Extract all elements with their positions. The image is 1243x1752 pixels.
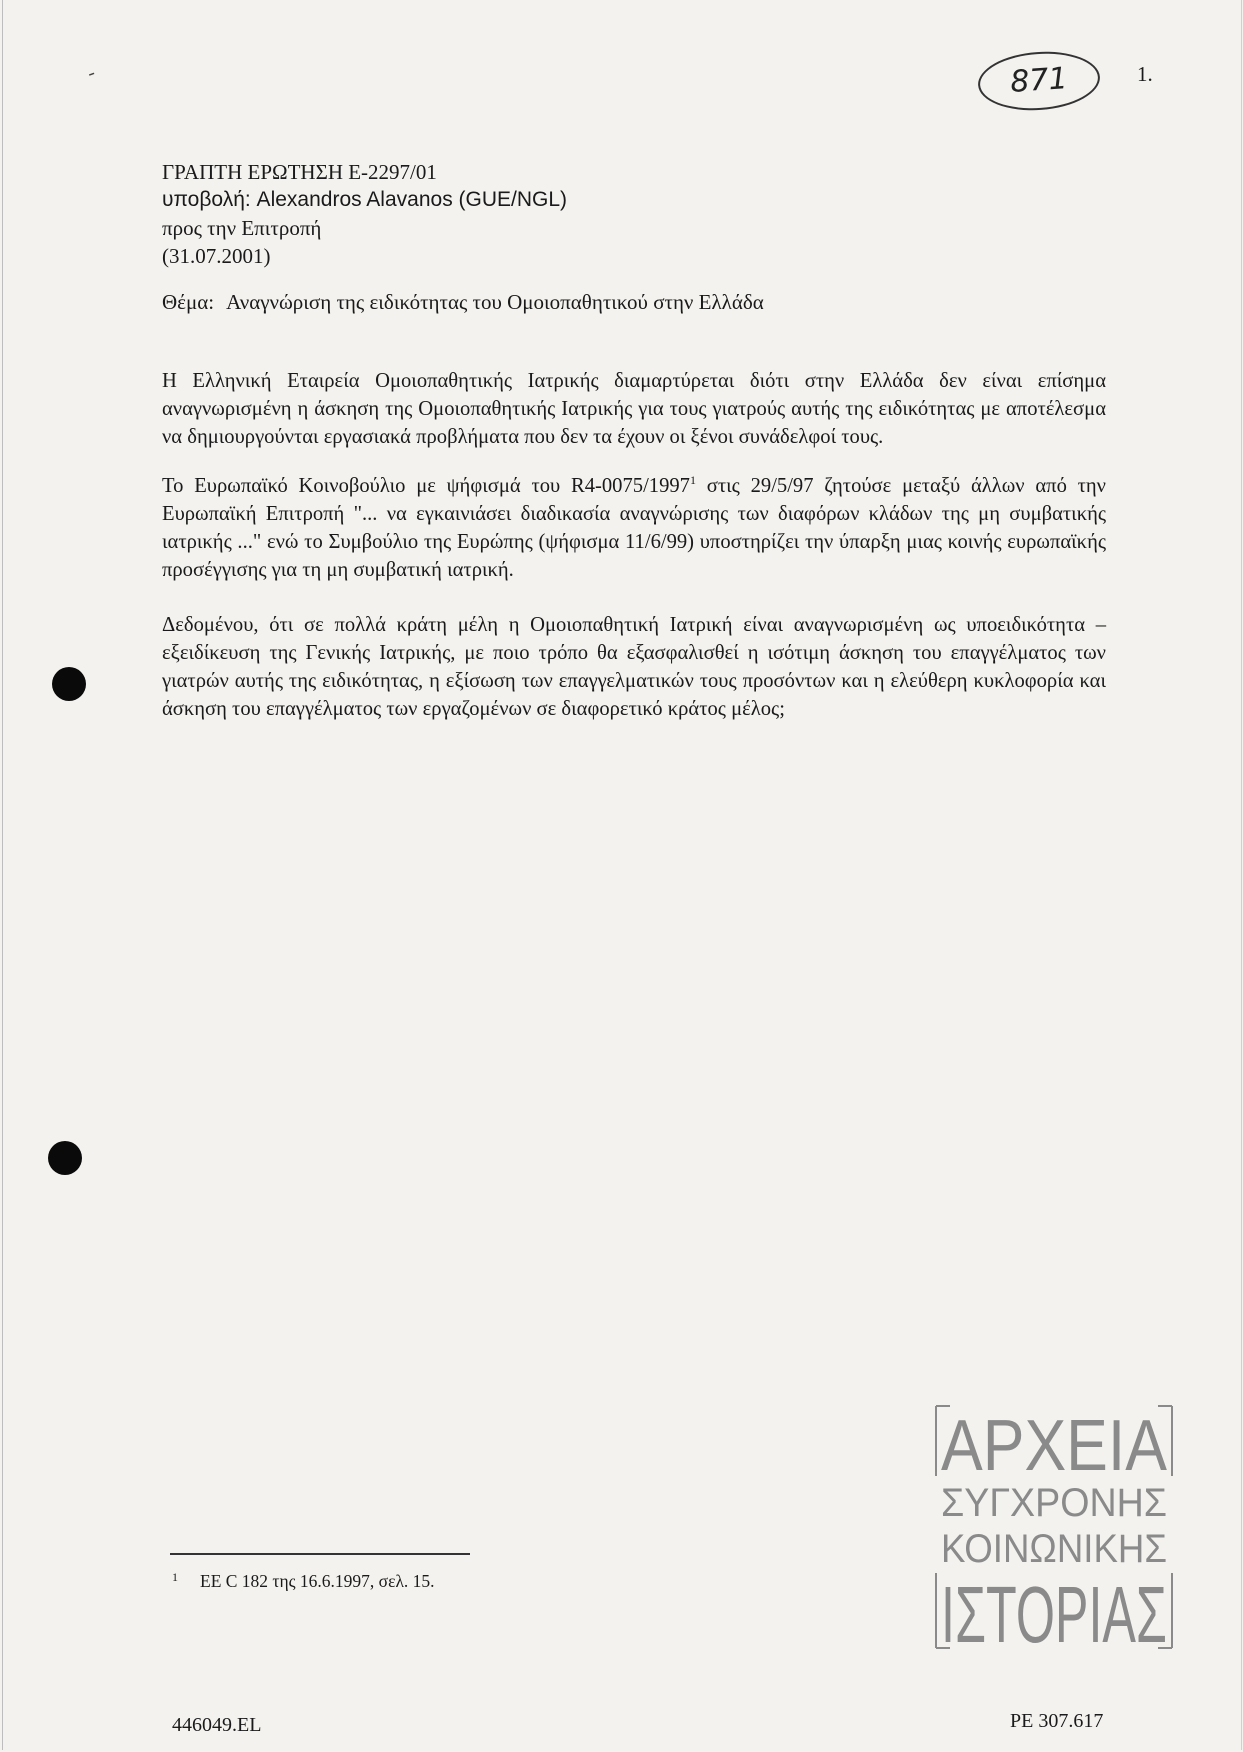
submitted-by: υποβολή: Alexandros Alavanos (GUE/NGL) (162, 188, 568, 211)
logo-line-2: ΣΥΓΧΡΟΝΗΣ (941, 1481, 1167, 1525)
logo-line-4: ΙΣΤΟΡΙΑΣ (941, 1570, 1167, 1654)
footnote-number: 1 (172, 1570, 178, 1584)
paragraph-3: Δεδομένου, ότι σε πολλά κράτη μέλη η Ομοιοπαθητική Ιατρική είναι αναγνωρισμένη ως υποειδικότητα – εξειδίκευση της Γενικής Ιατρικής, με ποιο τρόπο θα εξασφαλισθεί η ισότιμη άσκηση του επαγγέλματος των γιατρών αυτής της ειδικότητας, η εξίσωση των επαγγελματικών τους προσόντων και η ελεύθερη κυκλοφορία και άσκηση του επαγγέλματος των εργαζομένων σε διαφορετικό κράτος μέλος; (162, 613, 1106, 720)
addressee: προς την Επιτροπή (162, 216, 322, 240)
archive-logo (932, 1398, 1176, 1654)
punch-hole-top (52, 667, 86, 701)
punch-hole-bottom (48, 1141, 82, 1175)
paragraph-2-start: Το Ευρωπαϊκό Κοινοβούλιο με ψήφισμά του R4-0075/1997 (162, 474, 690, 497)
footnote-divider (170, 1553, 470, 1555)
handwritten-stamp: 871 (976, 48, 1102, 114)
question-date: (31.07.2001) (162, 244, 271, 268)
document-code: 446049.EL (172, 1714, 262, 1736)
footnote (172, 1570, 435, 1592)
paragraph-1: Η Ελληνική Εταιρεία Ομοιοπαθητικής Ιατρικής διαμαρτύρεται διότι στην Ελλάδα δεν είναι επίσημα αναγνωρισμένη η άσκηση της Ομοιοπαθητικής Ιατρικής για τους γιατρούς αυτής της ειδικότητας με αποτέλεσμα να δημιουργούνται εργασιακά προβλήματα που δεν τα έχουν οι ξένοι συνάδελφοί τους. (162, 369, 1106, 448)
logo-line-1: ΑΡΧΕΙΑ (941, 1406, 1167, 1486)
subject-line (162, 290, 764, 315)
subject-text: Αναγνώριση της ειδικότητας του Ομοιοπαθητικού στην Ελλάδα (226, 290, 764, 314)
pe-reference: PE 307.617 (1010, 1710, 1104, 1732)
footnote-ref: 1 (689, 472, 696, 487)
subject-label: Θέμα: (162, 290, 215, 314)
footnote-text: ΕΕ C 182 της 16.6.1997, σελ. 15. (200, 1571, 435, 1591)
question-title: ΓΡΑΠΤΗ ΕΡΩΤΗΣΗ E-2297/01 (162, 160, 437, 184)
margin-mark: - (84, 61, 99, 85)
document-header (162, 158, 567, 270)
page-number: 1. (1137, 62, 1153, 86)
paragraph-2-rest: στις 29/5/97 ζητούσε μεταξύ άλλων από την Ευρωπαϊκή Επιτροπή "... να εγκαινιάσει διαδικασία αναγνώρισης των διαφόρων κλάδων της μη συμβατικής ιατρικής ..." ενώ το Συμβούλιο της Ευρώπης (ψήφισμα 11/6/99) υποστηρίζει την ύπαρξη μιας κοινής ευρωπαϊκής προσέγγισης για τη μη συμβατική ιατρική. (162, 474, 1106, 581)
paragraph-2 (162, 472, 1106, 584)
logo-line-3: ΚΟΙΝΩΝΙΚΗΣ (941, 1527, 1167, 1571)
